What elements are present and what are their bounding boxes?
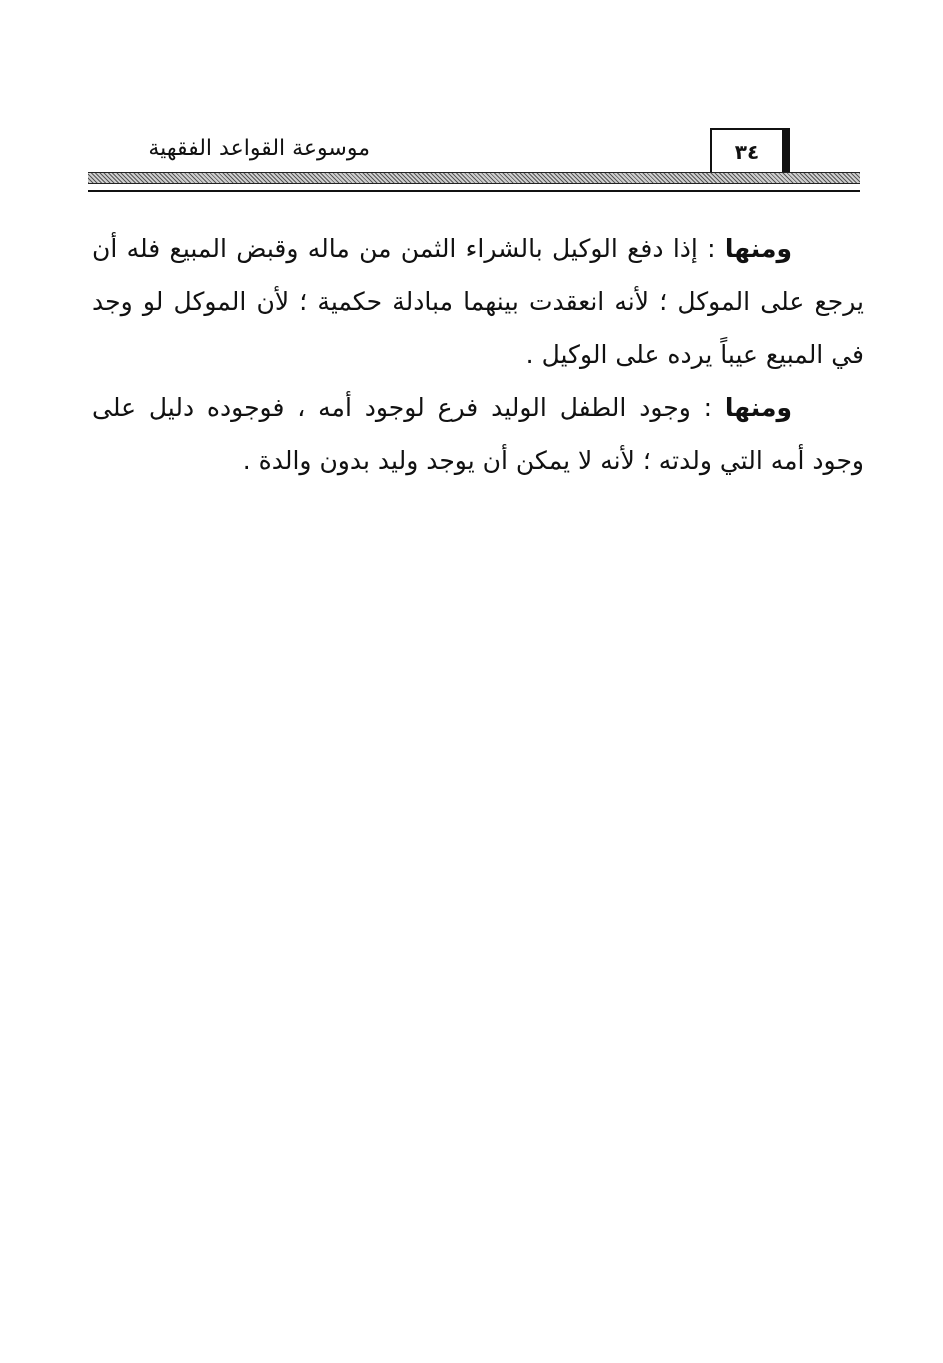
page-header: [88, 128, 860, 198]
page-number-box: [710, 128, 790, 176]
paragraph-2: [92, 381, 864, 487]
paragraph-text: : وجود الطفل الوليد فرع لوجود أمه ، فوجوده دليل على وجود أمه التي ولدته ؛ لأنه لا يمكن أن يوجد وليد بدون والدة .: [92, 393, 864, 475]
paragraph-lead: ومنها: [724, 393, 792, 422]
paragraph-text: : إذا دفع الوكيل بالشراء الثمن من ماله وقبض المبيع فله أن يرجع على الموكل ؛ لأنه انعقدت بينهما مبادلة حكمية ؛ لأن الموكل لو وجد في المبيع عيباً يرده على الوكيل .: [92, 234, 864, 369]
header-thin-rule: [88, 190, 860, 192]
running-title: موسوعة القواعد الفقهية: [148, 136, 370, 161]
paragraph-lead: ومنها: [724, 234, 792, 263]
body-text: [92, 222, 864, 487]
paragraph-1: [92, 222, 864, 381]
page-number: ٣٤: [734, 140, 760, 164]
header-hatched-rule: [88, 172, 860, 184]
